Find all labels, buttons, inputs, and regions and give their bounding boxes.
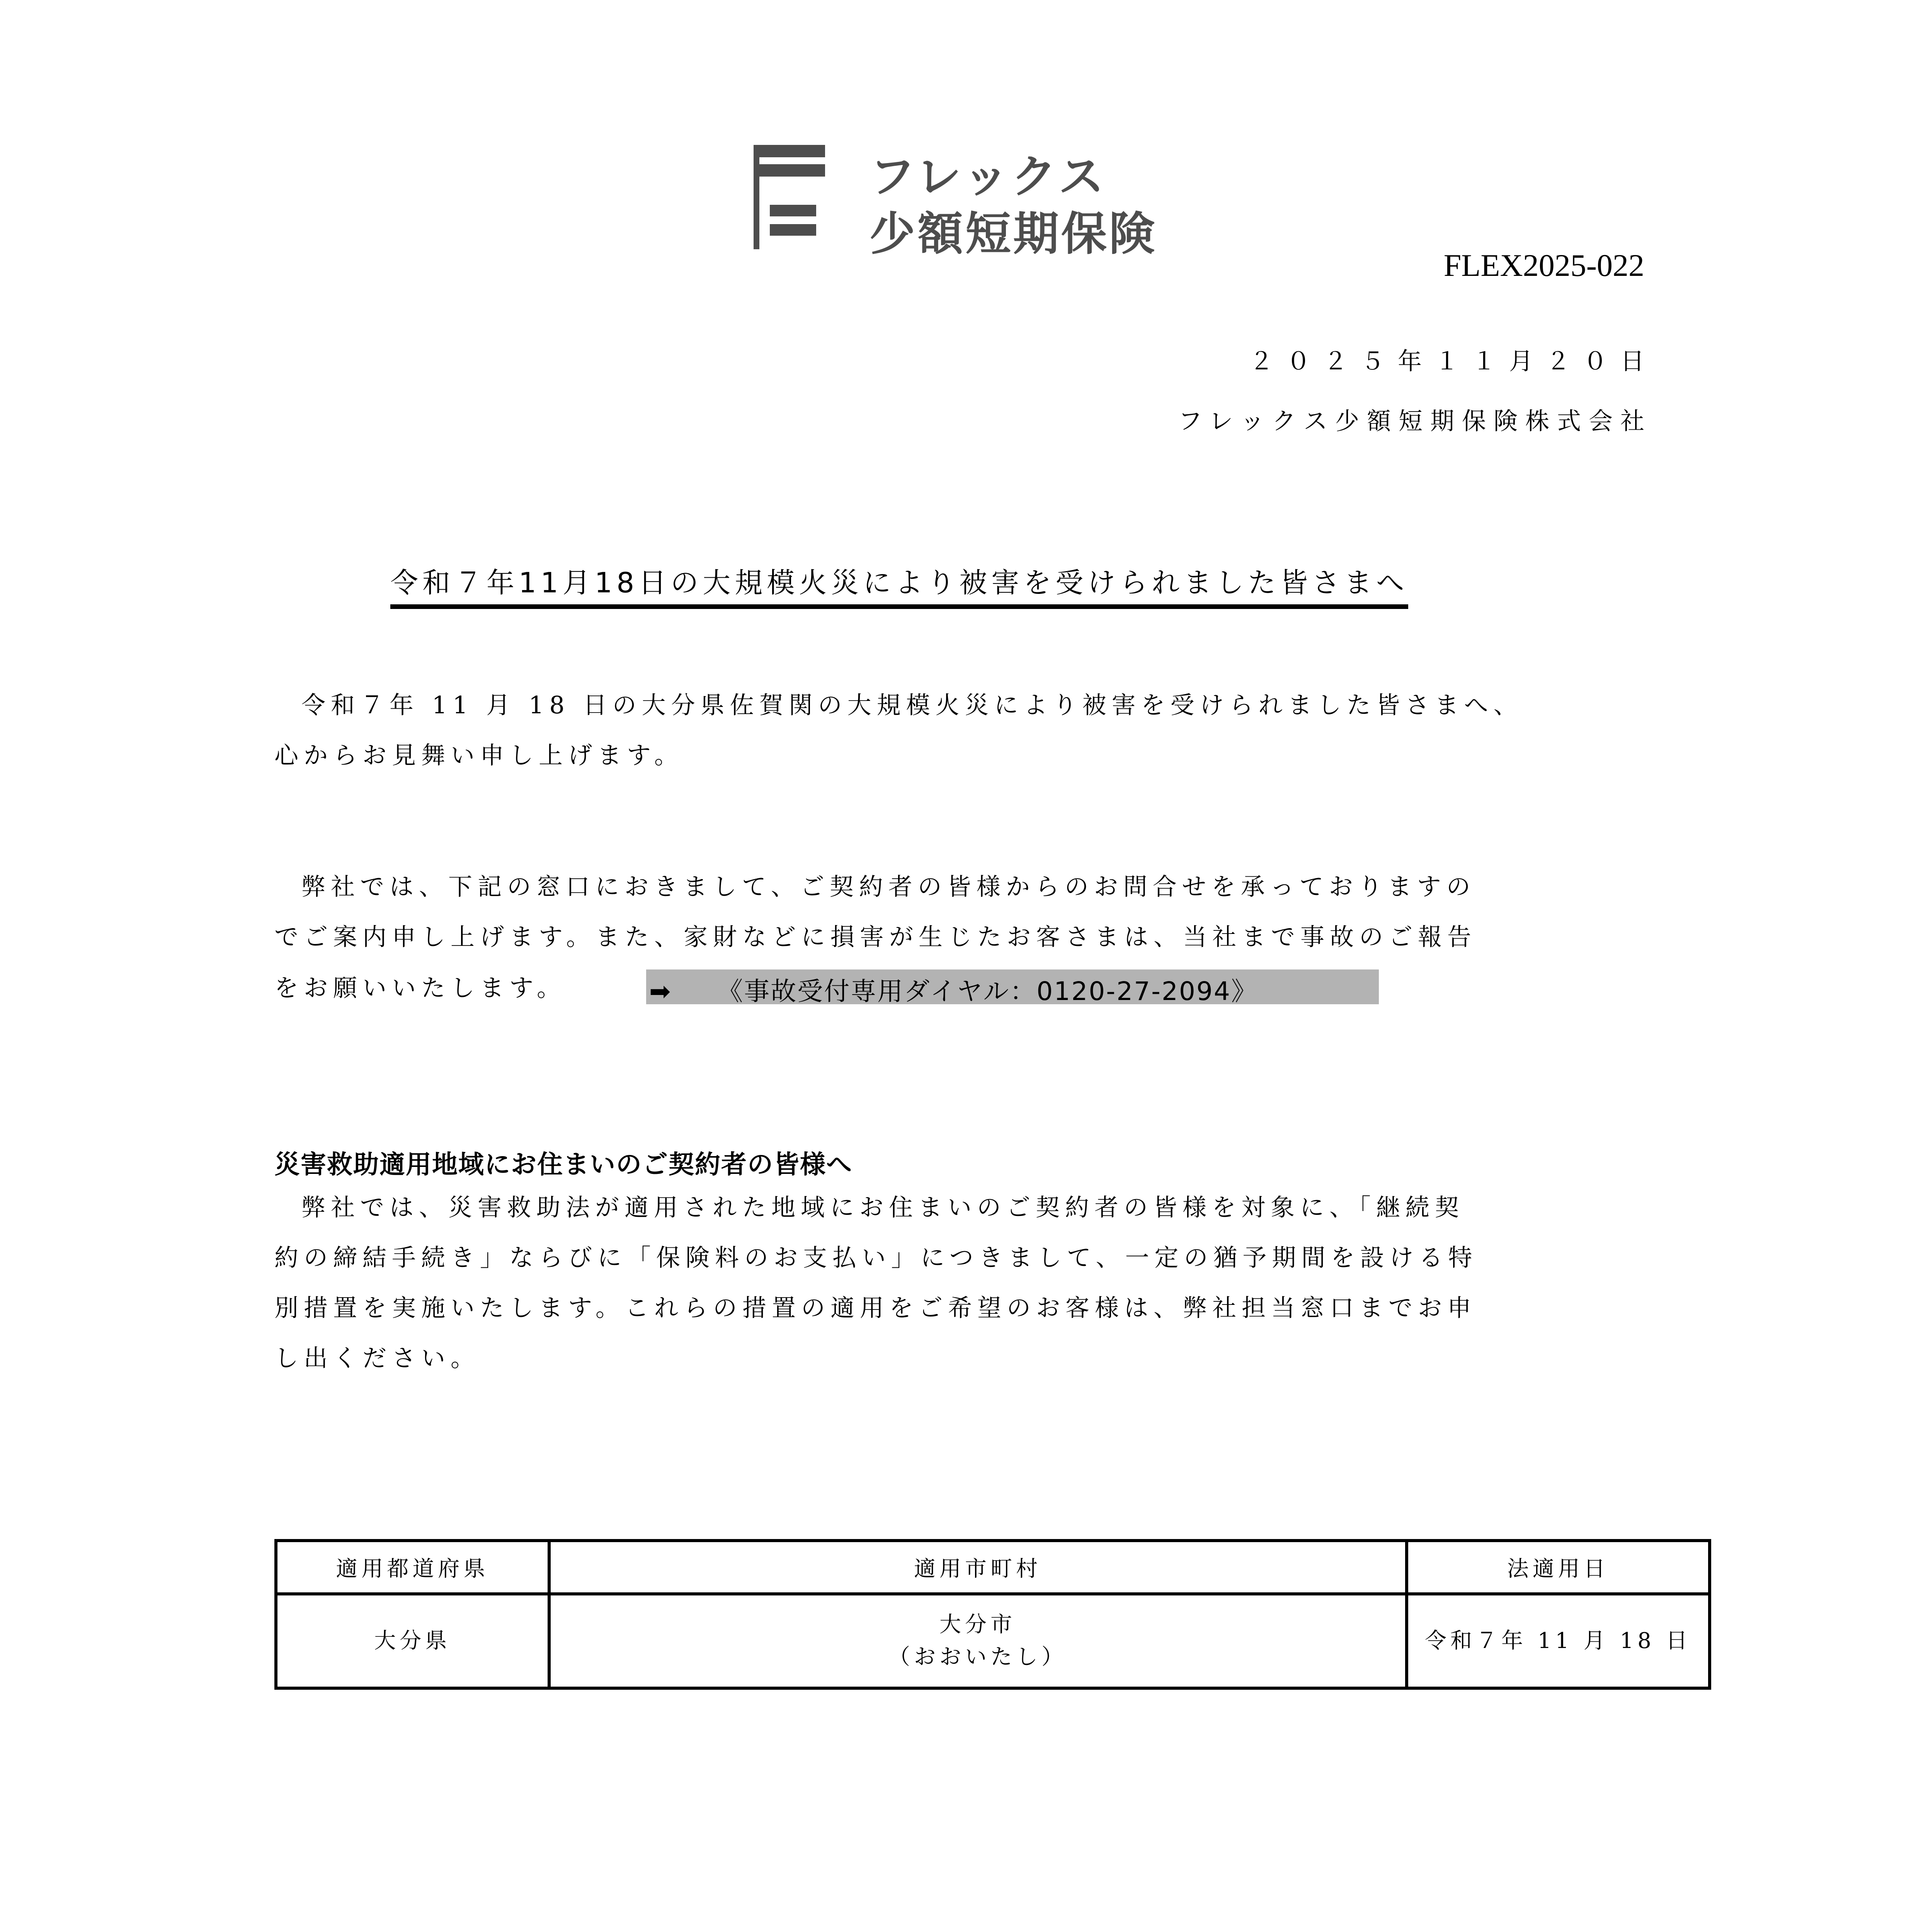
company-logo [754, 143, 1159, 260]
relief-section-heading: 災害救助適用地域にお住まいのご契約者の皆様へ [274, 1150, 853, 1179]
arrow-right-icon: ➡ [649, 976, 672, 1006]
issuer-company: フレックス少額短期保険株式会社 [1178, 407, 1652, 435]
city-reading: （おおいたし） [888, 1645, 1067, 1670]
document-number: FLEX2025-022 [1443, 248, 1644, 283]
applicable-area-table [274, 1539, 1711, 1690]
intro-line-1: 令和７年 11 月 18 日の大分県佐賀関の大規模火災により被害を受けられました皆さまへ、 [301, 691, 1523, 719]
accident-hotline-text: 《事故受付専用ダイヤル：0120-27-2094》 [717, 976, 1258, 1006]
cell-application-date: 令和７年 11 月 18 日 [1407, 1594, 1710, 1688]
header-prefecture: 適用都道府県 [276, 1541, 549, 1594]
table-row [276, 1594, 1710, 1688]
intro-line-2: 心からお見舞い申し上げます。 [274, 741, 684, 769]
table-header-row [276, 1541, 1710, 1594]
header-city: 適用市町村 [549, 1541, 1407, 1594]
notice-line-3: をお願いいたします。 [274, 974, 567, 1002]
relief-line-4: し出ください。 [274, 1344, 480, 1372]
cell-city [549, 1594, 1407, 1688]
notice-line-2: でご案内申し上げます。また、家財などに損害が生じたお客さまは、当社まで事故のご報告 [274, 923, 1477, 951]
logo-text-line1: フレックス [870, 150, 1106, 203]
accident-hotline [649, 971, 1258, 1007]
city-name: 大分市 [939, 1612, 1016, 1637]
cell-prefecture: 大分県 [276, 1594, 549, 1688]
notice-line-1: 弊社では、下記の窓口におきまして、ご契約者の皆様からのお問合せを承っておりますの [301, 872, 1476, 901]
page-title: 令和７年11月18日の大規模火災により被害を受けられました皆さまへ [390, 560, 1408, 609]
issue-date: ２０２５年１１月２０日 [1249, 347, 1657, 375]
relief-line-2: 約の締結手続き」ならびに「保険料のお支払い」につきまして、一定の猶予期間を設ける特 [274, 1243, 1478, 1272]
logo-text-line2: 少額短期保険 [870, 207, 1157, 260]
header-application-date: 法適用日 [1407, 1541, 1710, 1594]
relief-line-3: 別措置を実施いたします。これらの措置の適用をご希望のお客様は、弊社担当窓口までお申 [274, 1294, 1477, 1322]
relief-line-1: 弊社では、災害救助法が適用された地域にお住まいのご契約者の皆様を対象に、「継続契 [301, 1193, 1465, 1221]
